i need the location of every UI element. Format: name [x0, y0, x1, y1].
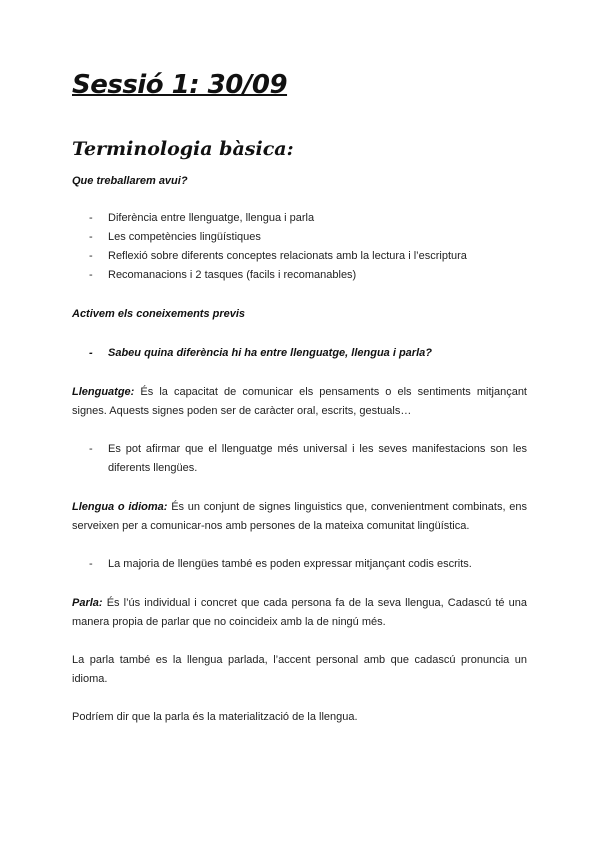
llenguatge-paragraph — [72, 383, 527, 421]
question-list — [72, 344, 532, 363]
parla-paragraph — [72, 594, 527, 632]
session-title: Sessió 1: 30/09 — [72, 70, 288, 100]
llengua-note-list — [72, 555, 532, 574]
llengua-term: Llengua o idioma: — [72, 501, 168, 513]
llengua-note: La majoria de llengües també es poden expressar mitjançant codis escrits. — [108, 558, 472, 570]
bullet-dash: - — [89, 443, 93, 455]
llenguatge-note: Es pot afirmar que el llenguatge més universal i les seves manifestacions son les diferents llengües. — [108, 443, 527, 474]
list-item-text: Diferència entre llenguatge, llengua i parla — [108, 212, 315, 224]
bullet-dash: - — [89, 231, 93, 243]
today-list — [72, 209, 532, 285]
bullet-dash: - — [89, 212, 93, 224]
parla-term: Parla: — [72, 597, 103, 609]
conclusion-paragraph: Podríem dir que la parla és la materialització de la llengua. — [72, 711, 358, 723]
bullet-dash: - — [89, 269, 93, 281]
bullet-dash: - — [89, 347, 93, 359]
parla-definition: És l’ús individual i concret que cada persona fa de la seva llengua, Cadascú té una manera propia de parlar que no coincideix amb la de ningú més. — [72, 597, 527, 628]
list-item — [72, 228, 532, 247]
list-item — [72, 440, 527, 478]
list-item-text: Les competències lingüístiques — [108, 231, 261, 243]
list-item — [72, 247, 532, 266]
bullet-dash: - — [89, 558, 93, 570]
list-item — [72, 266, 532, 285]
today-label: Que treballarem avui? — [72, 175, 188, 187]
list-item — [72, 209, 532, 228]
bullet-dash: - — [89, 250, 93, 262]
list-item — [72, 344, 532, 363]
parla-extra-paragraph: La parla també es la llengua parlada, l’accent personal amb que cadascú pronuncia un idioma. — [72, 654, 527, 685]
list-item — [72, 555, 532, 574]
llenguatge-definition: És la capacitat de comunicar els pensaments o els sentiments mitjançant signes. Aquests signes poden ser de caràcter oral, escrits, gestuals… — [72, 386, 527, 417]
list-item-text: Reflexió sobre diferents conceptes relacionats amb la lectura i l’escriptura — [108, 250, 467, 262]
section-heading: Terminologia bàsica: — [72, 138, 294, 160]
llenguatge-term: Llenguatge: — [72, 386, 135, 398]
llenguatge-note-list — [72, 440, 527, 478]
question-text: Sabeu quina diferència hi ha entre llenguatge, llengua i parla? — [108, 347, 432, 359]
prior-knowledge-label: Activem els coneixements previs — [72, 308, 246, 320]
list-item-text: Recomanacions i 2 tasques (facils i recomanables) — [108, 269, 357, 281]
llengua-paragraph — [72, 498, 527, 536]
llengua-definition: És un conjunt de signes linguistics que, convenientment combinats, ens serveixen per a comunicar-nos amb persones de la mateixa comunitat lingüística. — [72, 501, 527, 532]
